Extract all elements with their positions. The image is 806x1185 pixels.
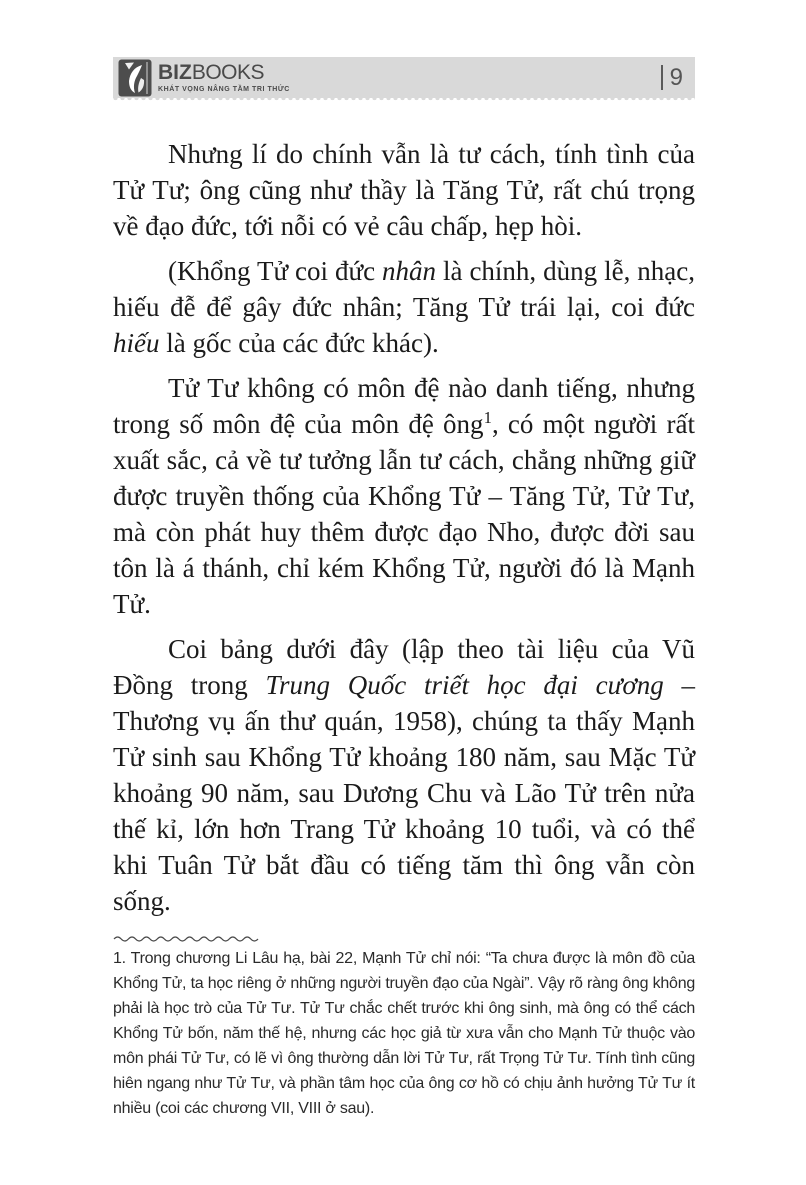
footnote-paragraphs bbox=[113, 946, 695, 1121]
paragraph: Coi bảng dưới đây (lập theo tài liệu của Vũ Đồng trong Trung Quốc triết học đại cương – Thương vụ ấn thư quán, 1958), chúng ta thấy Mạnh Tử sinh sau Khổng Tử khoảng 180 năm, sau Mặc Tử khoảng 90 năm, sau Dương Chu và Lão Tử trên nửa thế kỉ, lớn hơn Trang Tử khoảng 10 tuổi, và có thể khi Tuân Tử bắt đầu có tiếng tăm thì ông vẫn còn sống. bbox=[113, 634, 695, 916]
page-number-divider bbox=[661, 65, 663, 90]
paragraph: Tử Tư không có môn đệ nào danh tiếng, nhưng trong số môn đệ của môn đệ ông$^1$, có một người rất xuất sắc, cả về tư tưởng lẫn tư cách, chẳng những giữ được truyền thống của Khổng Tử – Tăng Tử, Tử Tư, mà còn phát huy thêm được đạo Nho, được đời sau tôn là á thánh, chỉ kém Khổng Tử, người đó là Mạnh Tử. bbox=[113, 373, 695, 619]
page-number bbox=[661, 65, 683, 90]
brand-name bbox=[158, 62, 290, 83]
bizbooks-logo-icon bbox=[118, 59, 152, 97]
brand-biz: BIZ bbox=[158, 61, 192, 84]
header-band bbox=[113, 57, 695, 98]
logo-text bbox=[158, 62, 290, 93]
paragraph: Nhưng lí do chính vẫn là tư cách, tính tình của Tử Tư; ông cũng như thầy là Tăng Tử, rất chú trọng về đạo đức, tới nỗi có vẻ câu chấp, hẹp hòi. bbox=[113, 139, 695, 241]
paragraph: 1. Trong chương Li Lâu hạ, bài 22, Mạnh Tử chỉ nói: “Ta chưa được là môn đồ của Khổng Tử, ta học riêng ở những người truyền đạo của Ngài”. Vậy rõ ràng ông không phải là học trò của Tử Tư. Tử Tư chắc chết trước khi ông sinh, mà ông có thể cách Khổng Tử bốn, năm thế hệ, nhưng các học giả từ xưa vẫn cho Mạnh Tử thuộc vào môn phái Tử Tư, có lẽ vì ông thường dẫn lời Tử Tư, rất Trọng Tử Tư. Tính tình cũng hiên ngang như Tử Tư, và phần tâm học của ông cơ hồ có chịu ảnh hưởng Tử Tư ít nhiều (coi các chương VII, VIII ở sau). bbox=[113, 950, 695, 1117]
footnote-block bbox=[113, 934, 695, 1121]
brand-tagline: KHÁT VỌNG NÂNG TẦM TRI THỨC bbox=[158, 86, 290, 93]
footnote-wavy-rule bbox=[113, 934, 260, 943]
publisher-logo bbox=[118, 59, 290, 97]
paragraph: (Khổng Tử coi đức nhân là chính, dùng lễ, nhạc, hiếu đễ để gây đức nhân; Tăng Tử trái lại, coi đức hiếu là gốc của các đức khác). bbox=[113, 256, 695, 358]
page-number-value: 9 bbox=[669, 63, 683, 91]
brand-books: BOOKS bbox=[191, 61, 265, 84]
body-paragraphs bbox=[113, 136, 695, 928]
